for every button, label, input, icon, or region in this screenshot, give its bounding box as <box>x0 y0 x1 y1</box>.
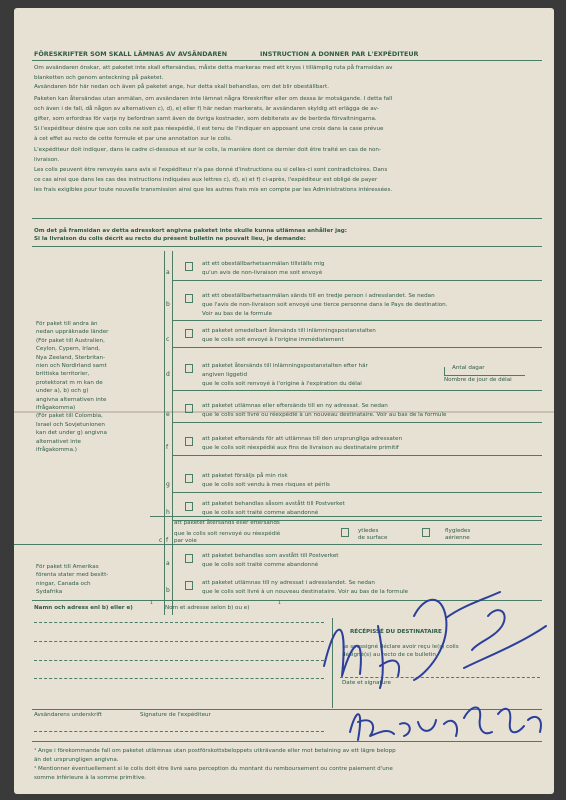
left-note-line: under a), b) och g) <box>36 388 89 395</box>
intro-line: Si l'expéditeur désire que son colis ne soit pas réexpédié, il est tenu de l'indiquer en apposant une croix dans la case prévue <box>34 126 384 133</box>
receipt-line1: Le soussigné déclare avoir reçu le(s) colis <box>342 644 459 650</box>
air-sv: flygledes <box>445 528 471 534</box>
left-note-line: nedan uppräknade länder <box>36 329 109 336</box>
option-letter-f: f <box>166 444 169 451</box>
checkbox-option-d[interactable] <box>185 364 193 373</box>
option-sv-c: att paketet omedelbart återsänds till inlämningspostanstalten <box>202 328 376 334</box>
option-fr-e: que le colis soit livré ou réexpédié à un nouveau destinataire. Voir au bas de la formule <box>202 412 447 418</box>
option-sv2-d: angiven liggetid <box>202 372 248 378</box>
option-sv-f: att paketet eftersänds för att utlämnas till den ursprungliga adressaten <box>202 436 403 442</box>
receipt-title: RÉCÉPISSÉ DU DESTINATAIRE <box>350 629 442 635</box>
option-fr-d: que le colis soit renvoyé à l'origine à l'expiration du délai <box>202 381 362 387</box>
checkbox-option-b[interactable] <box>185 294 193 303</box>
option-letter-e: e <box>166 411 170 418</box>
left-note-line: (För paket till Australien, <box>36 337 105 344</box>
intro-line: L'expéditeur doit indiquer, dans le cadre ci-dessous et sur le colis, la manière dont ce dernier doit être traité en cas de non- <box>34 146 381 153</box>
option-fr-h: que le colis soit traité comme abandonné <box>202 510 319 516</box>
left-note-line: kan det under g) angivna <box>36 430 107 437</box>
surface-fr: de surface <box>358 535 388 541</box>
us-option-fr-b: que le colis soit livré à un nouveau destinataire. Voir au bas de la formule <box>202 589 409 595</box>
box-intro-sv: Om det på framsidan av detta adresskort angivna paketet inte skulle kunna utlämnas anhåller jag: <box>34 228 348 234</box>
option-fr-f: que le colis soit réexpédié aux fins de livraison au destinataire primitif <box>202 445 399 451</box>
option-letter-b: b <box>166 301 170 308</box>
name-address-sup2: 1 <box>278 601 281 606</box>
checkbox-option-h[interactable] <box>185 502 193 511</box>
left-note-us-line: Sydafrika <box>36 589 63 596</box>
footnote-line: ¹ Ange i förekommande fall om paketet utlämnas utan postförskottsbeloppets utkrävande eller mot betalning av ett lägre belopp <box>34 748 396 754</box>
option-fr-b: que l'avis de non-livraison soit envoyé une tierce personne dans le Pays de destination. <box>202 302 448 308</box>
option-letter-a: a <box>166 269 170 276</box>
footnote-line: ¹ Mentionner éventuellement si le colis doit être livré sans perception du montant du remboursement ou contre paiement d'une <box>34 766 393 772</box>
left-note-line: Nya Zeeland, Sterbritan- <box>36 354 106 361</box>
customs-form-back <box>14 8 554 794</box>
intro-line: Paketen kan återsändas utan anmälan, om avsändaren inte lämnat några föreskrifter eller om dessa är motsägande. I detta fall <box>34 95 393 102</box>
left-note-us-line: ningar, Canada och <box>36 580 91 587</box>
name-address-sv: Namn och adress enl b) eller e) <box>34 605 133 611</box>
days-label-fr: Nombre de jour de délai <box>444 377 512 383</box>
left-note-us-line: förenta stater med besitt- <box>36 572 109 579</box>
option-letter-d: d <box>166 371 170 378</box>
row-cf-fr: que le colis soit renvoyé ou réexpédié <box>174 531 281 537</box>
option-sv-d: att paketet återsänds till inlämningspostanstalten efter här <box>202 363 368 369</box>
checkbox-option-a[interactable] <box>185 262 193 271</box>
intro-line: gifter, som erfordras för varje ny befordran samt även de övriga kostnader, som debiterats av de berörda förvaltningarna. <box>34 116 377 122</box>
days-label-sv: Antal dagar <box>452 365 485 371</box>
header-sv: FÖRESKRIFTER SOM SKALL LÄMNAS AV AVSÄNDAREN <box>34 50 228 58</box>
left-note-line: Israel och Sovjetunionen <box>36 421 105 428</box>
us-option-fr-a: que le colis soit traité comme abandonné <box>202 562 319 568</box>
checkbox-option-c[interactable] <box>185 329 193 338</box>
option-letter-h: h <box>166 509 170 516</box>
letter-f2: f <box>166 537 169 544</box>
left-note-line: angivna alternativen inte <box>36 396 107 403</box>
sender-signature-mark <box>350 707 541 740</box>
checkbox-surface[interactable] <box>341 528 349 537</box>
checkbox-air[interactable] <box>422 528 430 537</box>
intro-line: ce cas ainsi que dans les cas des instructions indiquées aux lettres c), d), e) et f) ci-après, l'expéditeur est obligé de payer <box>34 177 378 184</box>
left-note-line: (För paket till Colombia, <box>36 413 103 420</box>
row-cf-fr2: par voie <box>174 538 197 544</box>
receipt-line2: désigné(s) au recto de ce bulletin <box>342 652 436 658</box>
intro-line: Om avsändaren önskar, att paketet inte skall eftersändas, måste detta markeras med ett kryss i tillämplig ruta på framsidan av <box>34 65 393 71</box>
name-address-sup1: 1 <box>150 601 153 606</box>
letter-c2: c <box>159 537 163 544</box>
header-fr: INSTRUCTION A DONNER PAR L'EXPÉDITEUR <box>260 50 419 58</box>
option-fr-a: qu'un avis de non-livraison me soit envoyé <box>202 270 323 276</box>
intro-line: blanketten och genom anteckning på paketet. <box>34 74 164 81</box>
us-option-sv-a: att paketet behandlas som avstått till Postverket <box>202 553 339 559</box>
option-fr-g: que le colis soit vendu à mes risques et périls <box>202 482 330 488</box>
checkbox-option-e[interactable] <box>185 404 193 413</box>
us-option-sv-b: att paketet utlämnas till ny adressat i adresslandet. Se nedan <box>202 580 375 586</box>
air-fr: aérienne <box>445 535 470 541</box>
intro-line: och även i de fall, då någon av alternativen c), d), e) eller f) här nedan markerats, är avsändaren skyldig att erlägga de av- <box>34 105 379 112</box>
footnote-line: än det ursprungligen angivna. <box>34 757 119 763</box>
checkbox-us-option-b[interactable] <box>185 581 193 590</box>
left-note-line: nien och Nordirland samt <box>36 363 107 369</box>
name-address-fr: Nom et adresse selon b) ou e) <box>165 605 250 611</box>
box-intro-fr: Si la livraison du colis décrit au recto du présent bulletin ne pouvait lieu, je demande: <box>34 236 306 242</box>
left-note-us-line: För paket till Amerikas <box>36 564 99 570</box>
option-sv-g: att paketet försäljs på min risk <box>202 473 288 479</box>
intro-line: Les colis peuvent être renvoyés sans avis si l'expéditeur n'a pas donné d'instructions ou si celles-ci sont contradictoires. Dans <box>34 167 388 173</box>
surface-sv: ytledes <box>358 528 379 534</box>
option-letter-g: g <box>166 481 170 488</box>
left-note-line: ifrågakomma) <box>36 405 76 411</box>
option-sv-b: att ett obeställbarhetsanmälan sänds till en tredje person i adresslandet. Se nedan <box>202 293 435 299</box>
option-sv-a: att ett obeställbarhetsanmälan tillställs mig <box>202 261 325 267</box>
intro-line: les frais exigibles pour toute nouvelle transmission ainsi que les autres frais mis en compte par les Administrations intéressées. <box>34 187 393 194</box>
option-fr2-b: Voir au bas de la formule <box>202 311 272 317</box>
intro-line: Avsändaren bör här nedan och även på paketet ange, hur detta skall behandlas, om det blir obeställbart. <box>34 84 329 91</box>
option-sv-h: att paketet behandlas såsom avstått till Postverket <box>202 501 345 507</box>
left-note-line: ifrågakomma.) <box>36 447 77 453</box>
row-cf-sv: att paketet återsänds eller eftersänds <box>174 520 280 526</box>
left-note-line: alternativet inte <box>36 438 81 445</box>
sender-sig-fr: Signature de l'expéditeur <box>140 712 211 718</box>
footnote-line: somme inférieure à la somme primitive. <box>34 775 147 781</box>
left-note-line: För paket till andra än <box>36 321 98 327</box>
recipient-signature-mark <box>324 592 546 688</box>
left-note-line: brittiska territorier, <box>36 371 90 378</box>
us-option-letter-a: a <box>166 560 170 567</box>
left-note-line: protektorat m m kan de <box>36 379 103 386</box>
intro-line: à cet effet au recto de cette formule et par une annotation sur le colis. <box>34 136 232 143</box>
sender-sig-sv: Avsändarens underskrift <box>34 712 102 718</box>
intro-line: livraison. <box>34 156 60 163</box>
receipt-date: Date et signature <box>342 680 391 686</box>
left-note-line: Ceylon, Cypern, Irland, <box>36 346 101 353</box>
us-option-letter-b: b <box>166 587 170 594</box>
checkbox-us-option-a[interactable] <box>185 554 193 563</box>
option-fr-c: que le colis soit envoyé à l'origine immédiatement <box>202 337 344 343</box>
checkbox-option-f[interactable] <box>185 437 193 446</box>
checkbox-option-g[interactable] <box>185 474 193 483</box>
option-letter-c: c <box>166 336 170 343</box>
option-sv-e: att paketet utlämnas eller eftersänds till en ny adressat. Se nedan <box>202 403 388 409</box>
